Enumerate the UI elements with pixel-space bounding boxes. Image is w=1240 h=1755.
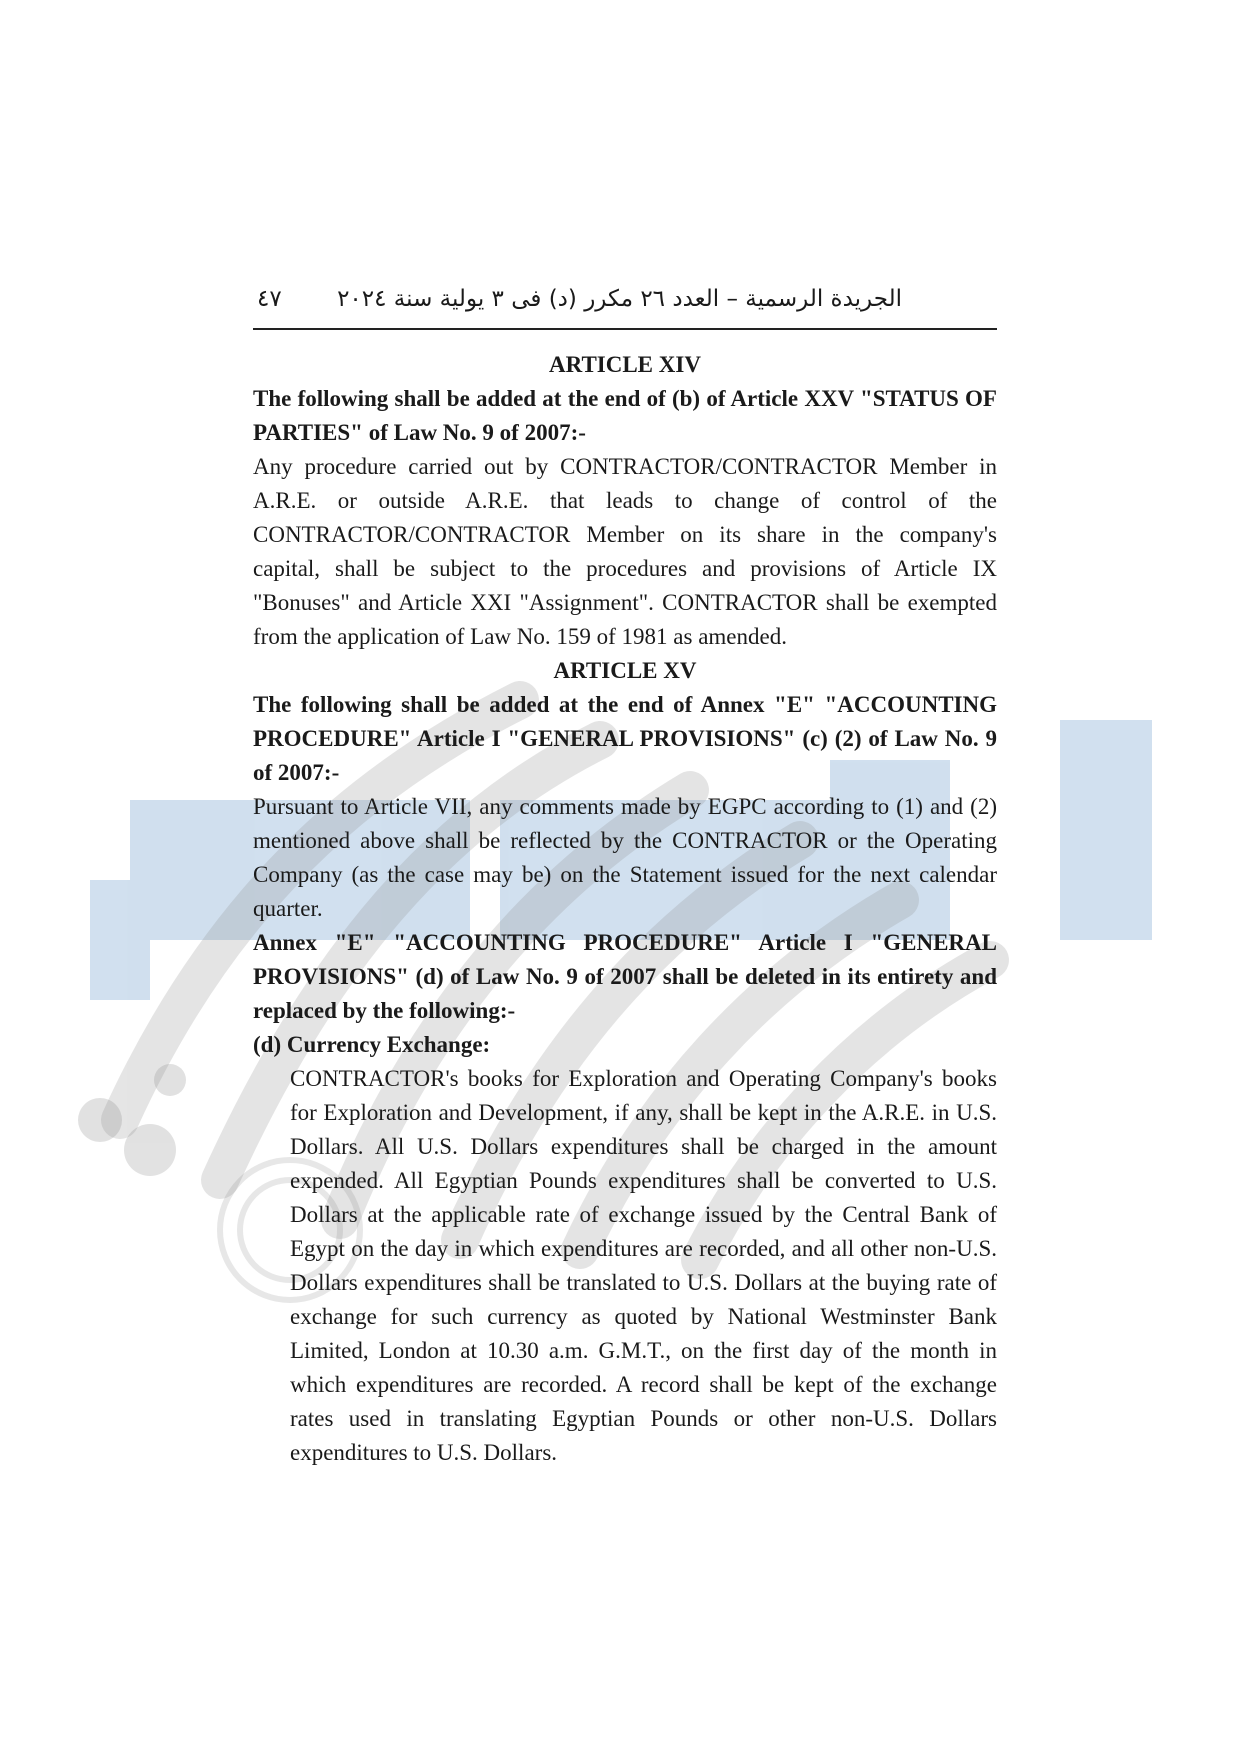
article-xiv-body: Any procedure carried out by CONTRACTOR/CONTRACTOR Member in A.R.E. or outside A.R.E. that leads to change of control of the CONTRACTOR/CONTRACTOR Member on its share in the company's capital, shall be subject to the procedures and provisions of Article IX "Bonuses" and Article XXI "Assignment". CONTRACTOR shall be exempted from the application of Law No. 159 of 1981 as amended. [253,454,997,649]
currency-exchange-body: CONTRACTOR's books for Exploration and Operating Company's books for Exploration and Development, if any, shall be kept in the A.R.E. in U.S. Dollars. All U.S. Dollars expenditures shall be charged in the amount expended. All Egyptian Pounds expenditures shall be converted to U.S. Dollars at the applicable rate of exchange issued by the Central Bank of Egypt on the day in which expenditures are recorded, and all other non-U.S. Dollars expenditures shall be translated to U.S. Dollars at the buying rate of exchange for such currency as quoted by National Westminster Bank Limited, London at 10.30 a.m. G.M.T., on the first day of the month in which expenditures are recorded. A record shall be kept of the exchange rates used in translating Egyptian Pounds or other non-U.S. Dollars expenditures to U.S. Dollars. [290,1066,997,1465]
watermark-dot [78,1098,122,1142]
article-xv-body: Pursuant to Article VII, any comments made by EGPC according to (1) and (2) mentioned above shall be reflected by the CONTRACTOR or the Operating Company (as the case may be) on the Statement issued for the next calendar quarter. [253,794,997,921]
article-xv-title: ARTICLE XV [553,658,697,683]
watermark-dot [124,1124,176,1176]
currency-exchange-heading: (d) Currency Exchange: [253,1032,491,1057]
article-xiv-title: ARTICLE XIV [549,352,701,377]
annex-e-intro: Annex "E" "ACCOUNTING PROCEDURE" Article I "GENERAL PROVISIONS" (d) of Law No. 9 of 2007 shall be deleted in its entirety and replaced by the following:- [253,930,997,1023]
page-number: ٤٧ [257,286,282,312]
document-page [253,280,997,1470]
article-xiv-intro: The following shall be added at the end of (b) of Article XXV "STATUS OF PARTIES" of Law No. 9 of 2007:- [253,386,997,445]
watermark-bar [90,880,150,1000]
page-header [253,280,997,330]
article-xv-intro: The following shall be added at the end of Annex "E" "ACCOUNTING PROCEDURE" Article I "GENERAL PROVISIONS" (c) (2) of Law No. 9 of 2007:- [253,692,997,785]
watermark-bar [1060,720,1152,940]
gazette-title: الجريدة الرسمية – العدد ٢٦ مكرر (د) فى ٣ يولية سنة ٢٠٢٤ [337,286,902,312]
watermark-dot [154,1064,186,1096]
